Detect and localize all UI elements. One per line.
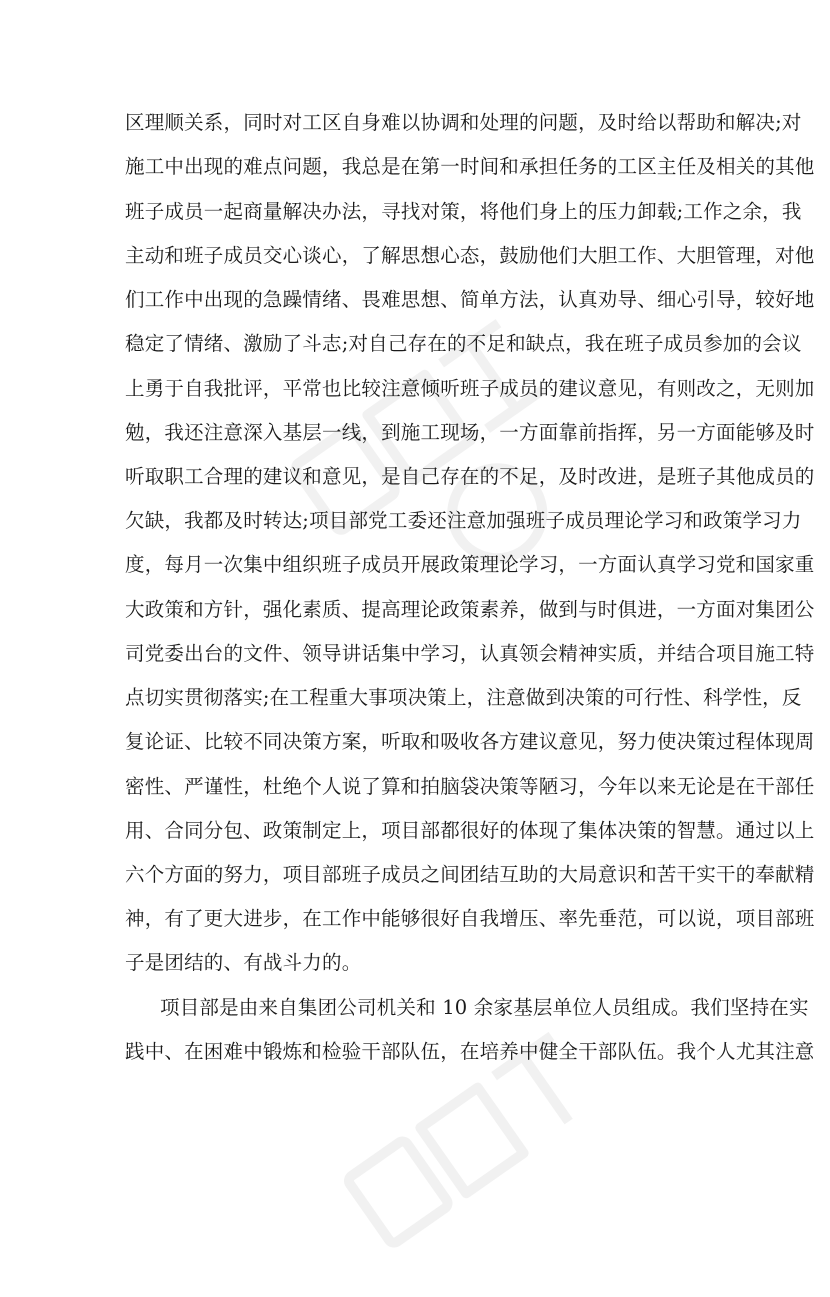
text-line: 神，有了更大进步，在工作中能够很好自我增压、率先垂范，可以说，项目部班	[125, 907, 815, 930]
text-line: 上勇于自我批评，平常也比较注意倾听班子成员的建议意见，有则改之，无则加	[125, 377, 815, 400]
text-line: 复论证、比较不同决策方案，听取和吸收各方建议意见，努力使决策过程体现周	[125, 730, 815, 753]
paragraph-first-line: 项目部是由来自集团公司机关和 10 余家基层单位人员组成。我们坚持在实	[160, 996, 809, 1019]
text-line: 欠缺，我都及时转达;项目部党工委还注意加强班子成员理论学习和政策学习力	[125, 509, 802, 532]
text-line: 稳定了情绪、激励了斗志;对自己存在的不足和缺点，我在班子成员参加的会议	[125, 332, 802, 355]
text-line: 主动和班子成员交心谈心，了解思想心态，鼓励他们大胆工作、大胆管理，对他	[125, 244, 815, 267]
text-line: 六个方面的努力，项目部班子成员之间团结互助的大局意识和苦干实干的奉献精	[125, 863, 815, 886]
text-line: 听取职工合理的建议和意见，是自己存在的不足，及时改进，是班子其他成员的	[125, 465, 815, 488]
text-line: 子是团结的、有战斗力的。	[125, 951, 362, 974]
text-line: 密性、严谨性，杜绝个人说了算和拍脑袋决策等陋习，今年以来无论是在干部任	[125, 775, 815, 798]
text-line: 施工中出现的难点问题，我总是在第一时间和承担任务的工区主任及相关的其他	[125, 155, 815, 178]
watermark-graphic-bottom	[313, 983, 667, 1297]
text-line: 大政策和方针，强化素质、提高理论政策素养，做到与时俱进，一方面对集团公	[125, 598, 815, 621]
text-line: 践中、在困难中锻炼和检验干部队伍，在培养中健全干部队伍。我个人尤其注意	[125, 1040, 815, 1063]
text-line: 勉，我还注意深入基层一线，到施工现场，一方面靠前指挥，另一方面能够及时	[125, 421, 815, 444]
text-line: 点切实贯彻落实;在工程重大事项决策上，注意做到决策的可行性、科学性，反	[125, 686, 802, 709]
text-line: 班子成员一起商量解决办法，寻找对策，将他们身上的压力卸载;工作之余，我	[125, 200, 802, 223]
text-line: 度，每月一次集中组织班子成员开展政策理论学习，一方面认真学习党和国家重	[125, 553, 815, 576]
text-line: 们工作中出现的急躁情绪、畏难思想、简单方法，认真劝导、细心引导，较好地	[125, 288, 815, 311]
text-line: 司党委出台的文件、领导讲话集中学习，认真领会精神实质，并结合项目施工特	[125, 642, 815, 665]
text-line: 用、合同分包、政策制定上，项目部都很好的体现了集体决策的智慧。通过以上	[125, 819, 815, 842]
text-line: 区理顺关系，同时对工区自身难以协调和处理的问题，及时给以帮助和解决;对	[125, 111, 802, 134]
